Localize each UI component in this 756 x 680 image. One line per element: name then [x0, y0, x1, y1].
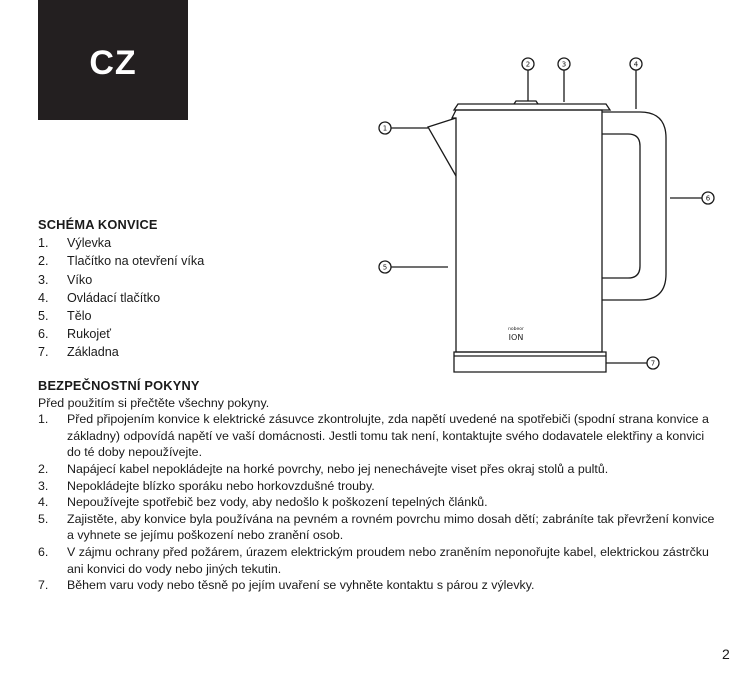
item-number: 4.: [38, 290, 49, 305]
item-number: 5.: [38, 511, 49, 526]
item-number: 4.: [38, 495, 49, 510]
kettle-schema-section: [38, 216, 204, 362]
callout-3: 3: [561, 60, 567, 69]
item-number: 2.: [38, 461, 49, 476]
kettle-logo-model: ION: [508, 333, 524, 342]
safety-section: [38, 378, 718, 594]
item-text: V zájmu ochrany před požárem, úrazem elektrickým proudem nebo zraněním neponořujte kabel, elektrickou zástrčku ani konvici do vody nebo jiných tekutin.: [67, 544, 709, 576]
item-number: 5.: [38, 309, 49, 324]
item-number: 3.: [38, 272, 49, 287]
schema-list: [38, 234, 204, 361]
list-item: [38, 271, 204, 289]
item-text: Nepokládejte blízko sporáku nebo horkovzdušné trouby.: [67, 478, 375, 493]
callout-6: 6: [705, 194, 711, 203]
kettle-handle: [602, 112, 666, 300]
item-number: 7.: [38, 345, 49, 360]
item-text: Základna: [67, 345, 119, 360]
kettle-base: [454, 352, 606, 372]
language-badge: [38, 0, 188, 120]
kettle-lid: [454, 104, 610, 110]
item-number: 6.: [38, 327, 49, 342]
list-item: [38, 234, 204, 252]
list-item: [38, 544, 718, 577]
list-item: [38, 478, 718, 495]
list-item: [38, 252, 204, 270]
callout-2: 2: [525, 60, 531, 69]
kettle-body: [452, 110, 602, 352]
callout-5: 5: [382, 263, 388, 272]
item-text: Rukojeť: [67, 327, 111, 342]
list-item: [38, 325, 204, 343]
kettle-spout: [428, 118, 456, 176]
kettle-handle-inner: [602, 134, 640, 278]
item-text: Víko: [67, 272, 93, 287]
item-text: Zajistěte, aby konvice byla používána na pevném a rovném povrchu mimo dosah dětí; zabráníte tak převržení konvice a vyhnete se jejímu poškození nebo zranění osob.: [67, 511, 715, 543]
item-number: 7.: [38, 578, 49, 593]
item-text: Před připojením konvice k elektrické zásuvce zkontrolujte, zda napětí uvedené na spotřebiči (spodní strana konvice a základny) odpovídá napětí ve vaší domácnosti. Jestli tomu tak není, kontaktujte svého dodavatele elektřiny a konvici do té doby nepoužívejte.: [67, 412, 709, 460]
item-text: Tělo: [67, 309, 92, 324]
kettle-logo-brand: nobeor: [508, 327, 524, 332]
list-item: [38, 577, 718, 594]
list-item: [38, 289, 204, 307]
list-item: [38, 307, 204, 325]
callout-1: 1: [382, 124, 388, 133]
item-number: 3.: [38, 478, 49, 493]
list-item: [38, 461, 718, 478]
item-text: Výlevka: [67, 236, 112, 251]
item-number: 1.: [38, 412, 49, 427]
callout-7: 7: [650, 359, 656, 368]
callout-4: 4: [633, 60, 639, 69]
item-text: Napájecí kabel nepokládejte na horké povrchy, nebo jej nenechávejte viset přes okraj stolů a pultů.: [67, 461, 609, 476]
list-item: [38, 411, 718, 461]
page-number: 2: [722, 646, 730, 662]
safety-list: [38, 411, 718, 594]
list-item: [38, 343, 204, 361]
item-number: 6.: [38, 544, 49, 559]
list-item: [38, 494, 718, 511]
item-text: Tlačítko na otevření víka: [67, 254, 205, 269]
item-number: 1.: [38, 236, 49, 251]
safety-heading: BEZPEČNOSTNÍ POKYNY: [38, 378, 200, 393]
item-text: Nepoužívejte spotřebič bez vody, aby nedošlo k poškození tepelných článků.: [67, 495, 488, 510]
language-code: CZ: [89, 43, 137, 82]
kettle-diagram: [370, 52, 720, 382]
schema-heading: SCHÉMA KONVICE: [38, 217, 158, 232]
safety-intro: Před použitím si přečtěte všechny pokyny.: [38, 395, 270, 410]
item-number: 2.: [38, 254, 49, 269]
item-text: Během varu vody nebo těsně po jejím uvaření se vyhněte kontaktu s párou z výlevky.: [67, 578, 535, 593]
item-text: Ovládací tlačítko: [67, 290, 161, 305]
list-item: [38, 511, 718, 544]
